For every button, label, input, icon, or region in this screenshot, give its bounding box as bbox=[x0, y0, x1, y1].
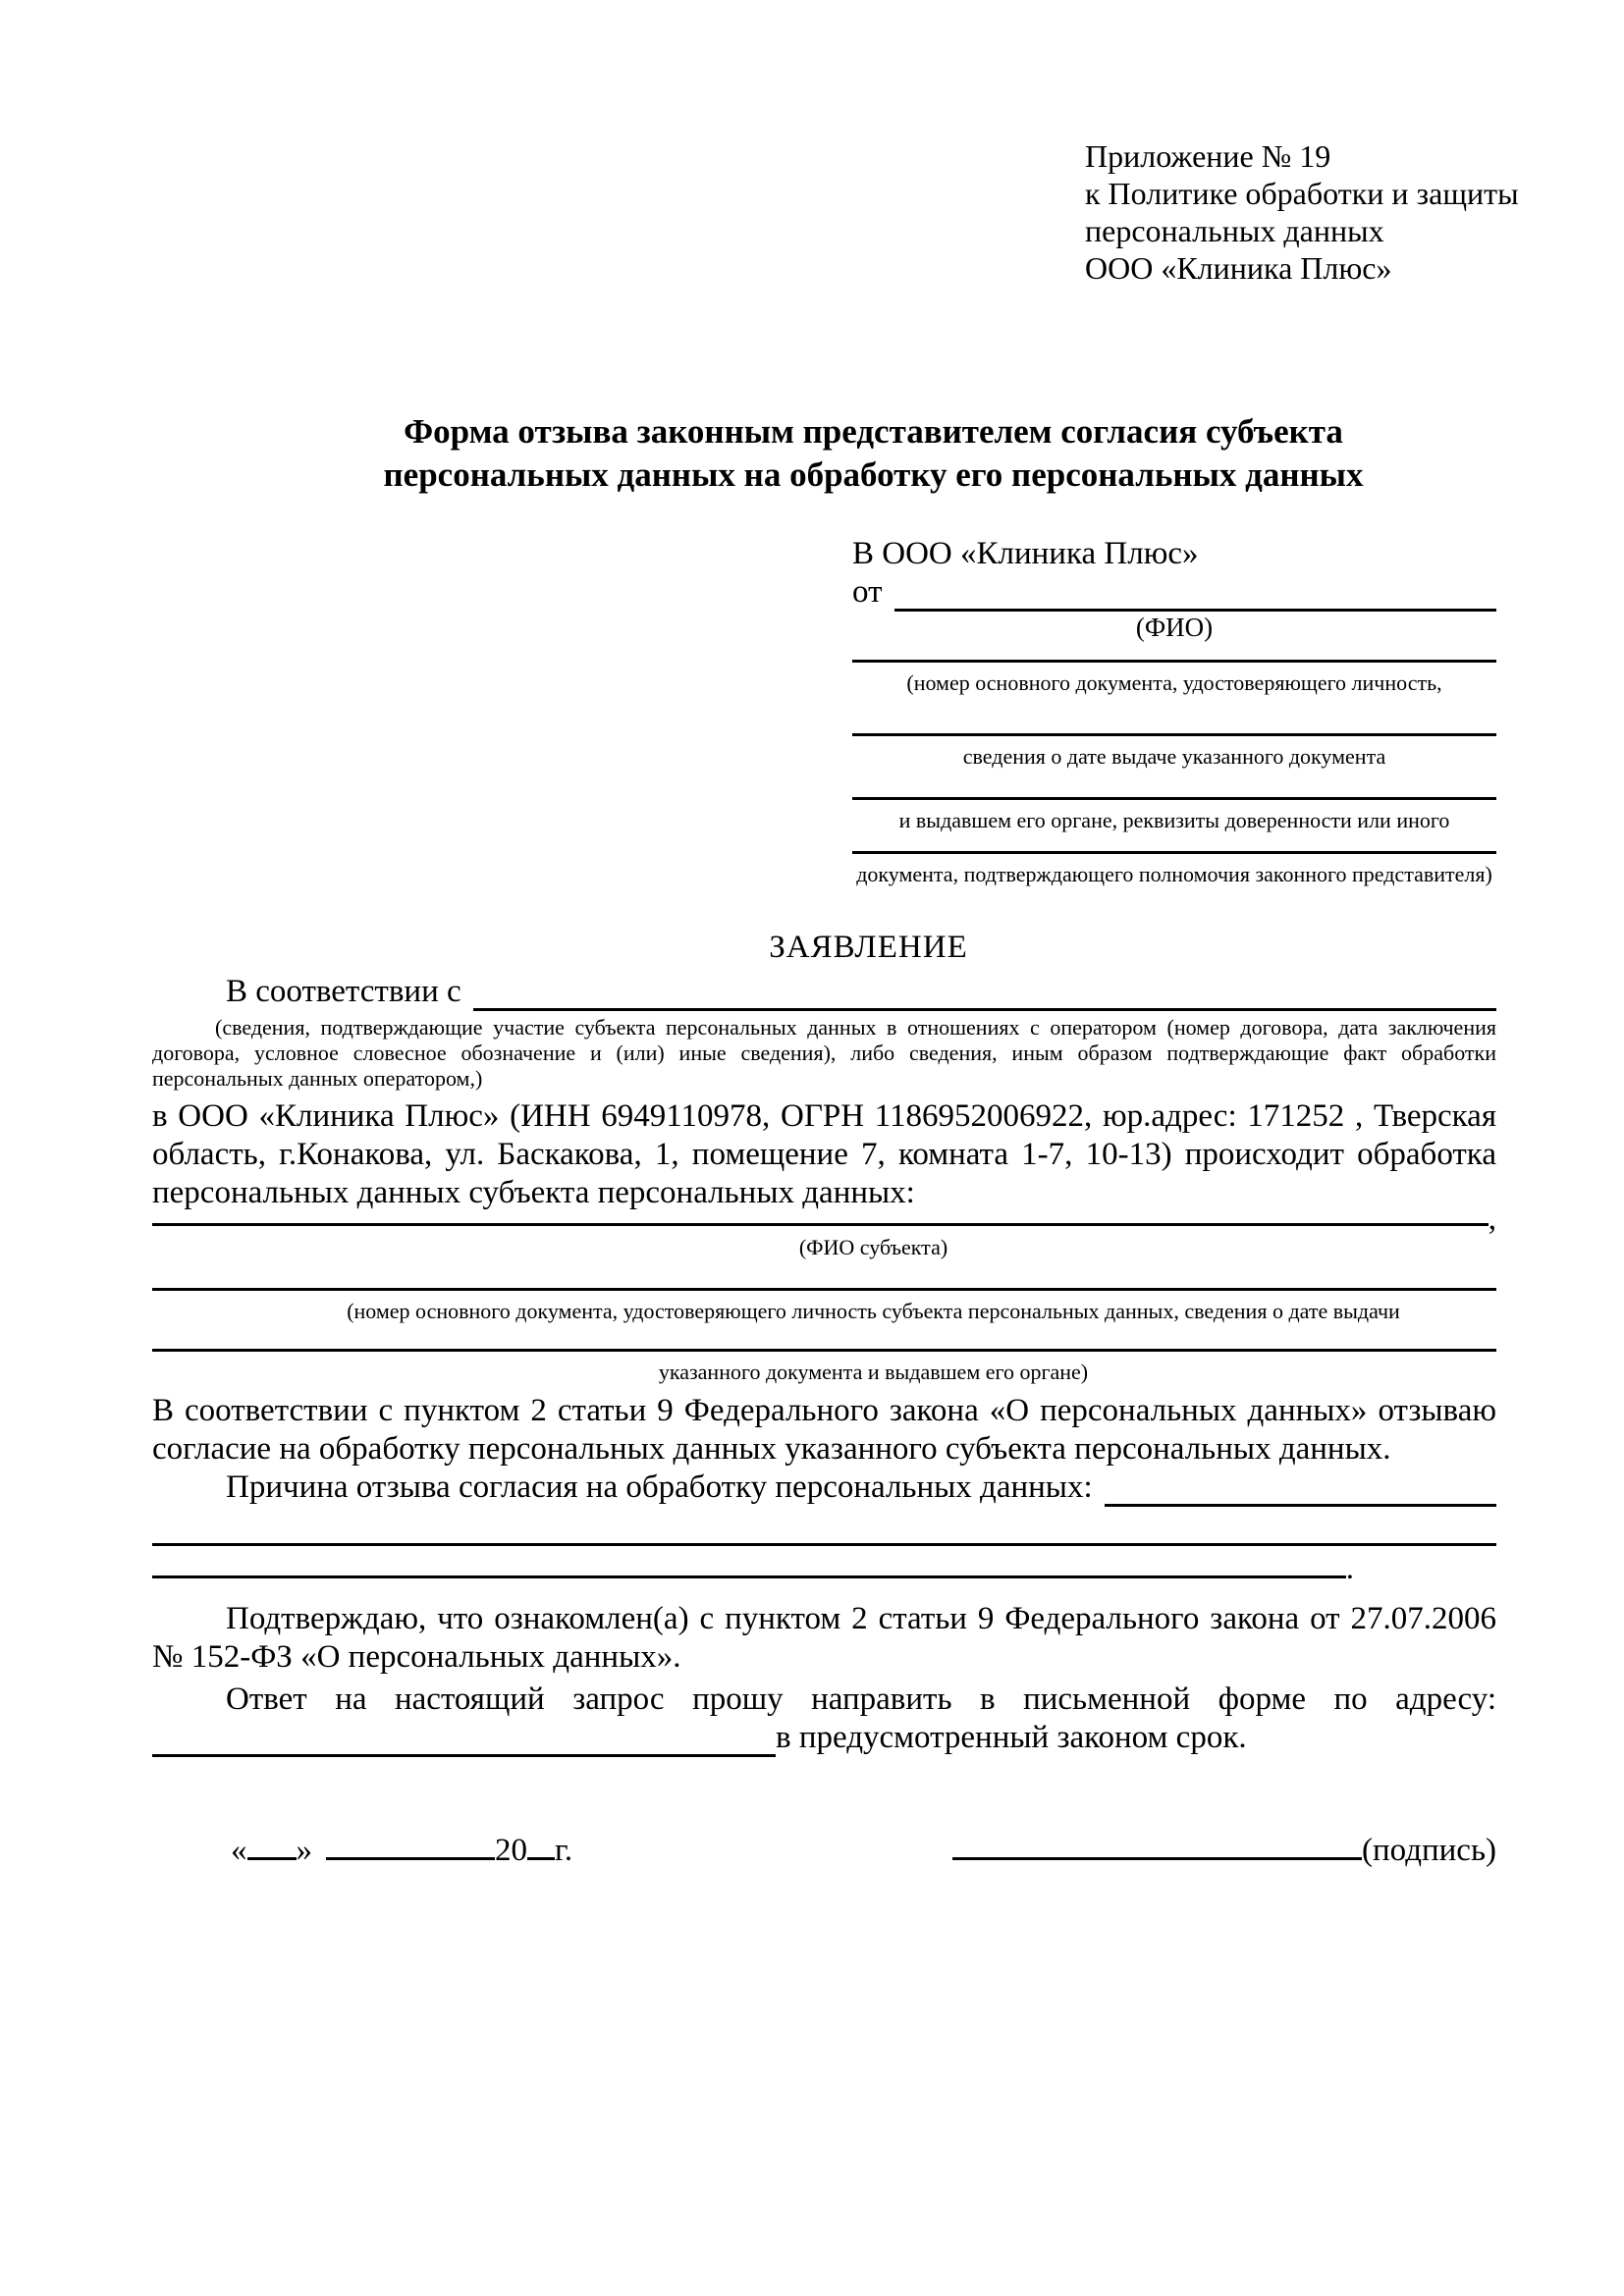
subject-document-field-line-2 bbox=[152, 1324, 1496, 1352]
document-number-caption: (номер основного документа, удостоверяющего личность, bbox=[906, 670, 1442, 695]
subject-fio-row bbox=[152, 1201, 1496, 1237]
reply-address-field-line bbox=[152, 1719, 776, 1757]
footer-row bbox=[152, 1831, 1496, 1870]
issue-date-caption: сведения о дате выдаче указанного документа bbox=[962, 744, 1386, 769]
addressee-from-row bbox=[852, 573, 1496, 612]
reply-request-paragraph: Ответ на настоящий запрос прошу направить в письменной форме по адресу: bbox=[226, 1682, 1496, 1717]
month-field-line bbox=[326, 1831, 495, 1860]
signature-field bbox=[952, 1831, 1496, 1870]
signature-caption: (подпись) bbox=[1362, 1833, 1496, 1868]
document-title-line2: персональных данных на обработку его персональных данных bbox=[383, 455, 1364, 494]
year-suffix: г. bbox=[555, 1833, 573, 1868]
addressee-to: В ООО «Клиника Плюс» bbox=[852, 536, 1199, 571]
date-close-quote: » bbox=[296, 1833, 312, 1868]
accordance-label: В соответствии с bbox=[226, 974, 461, 1009]
accordance-field-line bbox=[473, 973, 1496, 1011]
appendix-header-line: персональных данных bbox=[1085, 213, 1384, 248]
appendix-header bbox=[1085, 137, 1519, 287]
accordance-caption: (сведения, подтверждающие участие субъекта персональных данных в отношениях с оператором (номер договора, дата заключения договора, условное словесное обозначение и (или) иные сведения), либо сведения, иным образом подтверждающие факт обработки персональных данных оператором,) bbox=[152, 1015, 1496, 1091]
fio-field-line bbox=[894, 573, 1497, 612]
from-label: от bbox=[852, 574, 883, 610]
subject-document-caption-2: указанного документа и выдавшем его органе) bbox=[658, 1360, 1089, 1384]
fio-caption: (ФИО) bbox=[1135, 613, 1214, 642]
representative-authority-field-line bbox=[852, 833, 1496, 854]
operator-paragraph: в ООО «Клиника Плюс» (ИНН 6949110978, ОГРН 1186952006922, юр.адрес: 171252 , Тверская область, г.Конакова, ул. Баскакова, 1, помещение 7, комната 1-7, 10-13) происходит обработка персональных данных субъекта персональных данных: bbox=[152, 1098, 1496, 1210]
year-prefix: 20 bbox=[495, 1833, 527, 1868]
confirm-paragraph: Подтверждаю, что ознакомлен(а) с пунктом 2 статьи 9 Федерального закона от 27.07.2006 № 152-ФЗ «О персональных данных». bbox=[152, 1601, 1496, 1675]
appendix-header-line: к Политике обработки и защиты bbox=[1085, 176, 1519, 211]
issuing-authority-caption: и выдавшем его органе, реквизиты доверенности или иного bbox=[898, 808, 1450, 832]
document-title-line1: Форма отзыва законным представителем согласия субъекта bbox=[404, 412, 1343, 451]
date-open-quote: « bbox=[231, 1833, 247, 1868]
addressee-block bbox=[852, 535, 1496, 887]
year-field-line bbox=[527, 1831, 555, 1860]
reason-field-line bbox=[1105, 1468, 1496, 1507]
document-number-field-line bbox=[852, 643, 1496, 663]
reason-field-row-3 bbox=[152, 1546, 1496, 1586]
appendix-header-line: Приложение № 19 bbox=[1085, 138, 1331, 174]
reply-tail-text: в предусмотренный законом срок. bbox=[776, 1720, 1247, 1755]
withdraw-paragraph: В соответствии с пунктом 2 статьи 9 Федерального закона «О персональных данных» отзываю согласие на обработку персональных данных указанного субъекта персональных данных. bbox=[152, 1393, 1496, 1467]
issue-date-field-line bbox=[852, 696, 1496, 736]
reason-row bbox=[152, 1468, 1496, 1507]
reply-address-row bbox=[152, 1719, 1496, 1757]
accordance-row bbox=[152, 973, 1496, 1011]
reason-field-line-3 bbox=[152, 1575, 1346, 1578]
representative-authority-caption: документа, подтверждающего полномочия законного представителя) bbox=[856, 862, 1492, 886]
subject-fio-field-line bbox=[152, 1223, 1489, 1226]
subject-fio-caption: (ФИО субъекта) bbox=[798, 1235, 948, 1259]
subject-document-caption-1: (номер основного документа, удостоверяющего личность субъекта персональных данных, сведения о дате выдачи bbox=[347, 1299, 1400, 1323]
document-title bbox=[152, 410, 1496, 497]
statement-heading: ЗАЯВЛЕНИЕ bbox=[769, 930, 968, 965]
subject-document-field-line bbox=[152, 1260, 1496, 1291]
subject-line-comma: , bbox=[1488, 1201, 1496, 1237]
date-field bbox=[231, 1831, 572, 1870]
signature-field-line bbox=[952, 1831, 1362, 1860]
reason-label: Причина отзыва согласия на обработку персональных данных: bbox=[226, 1469, 1093, 1505]
day-field-line bbox=[247, 1831, 297, 1860]
reason-line-period: . bbox=[1345, 1551, 1354, 1586]
appendix-header-line: ООО «Клиника Плюс» bbox=[1085, 250, 1392, 286]
reason-field-line-2 bbox=[152, 1507, 1496, 1546]
issuing-authority-field-line bbox=[852, 770, 1496, 800]
